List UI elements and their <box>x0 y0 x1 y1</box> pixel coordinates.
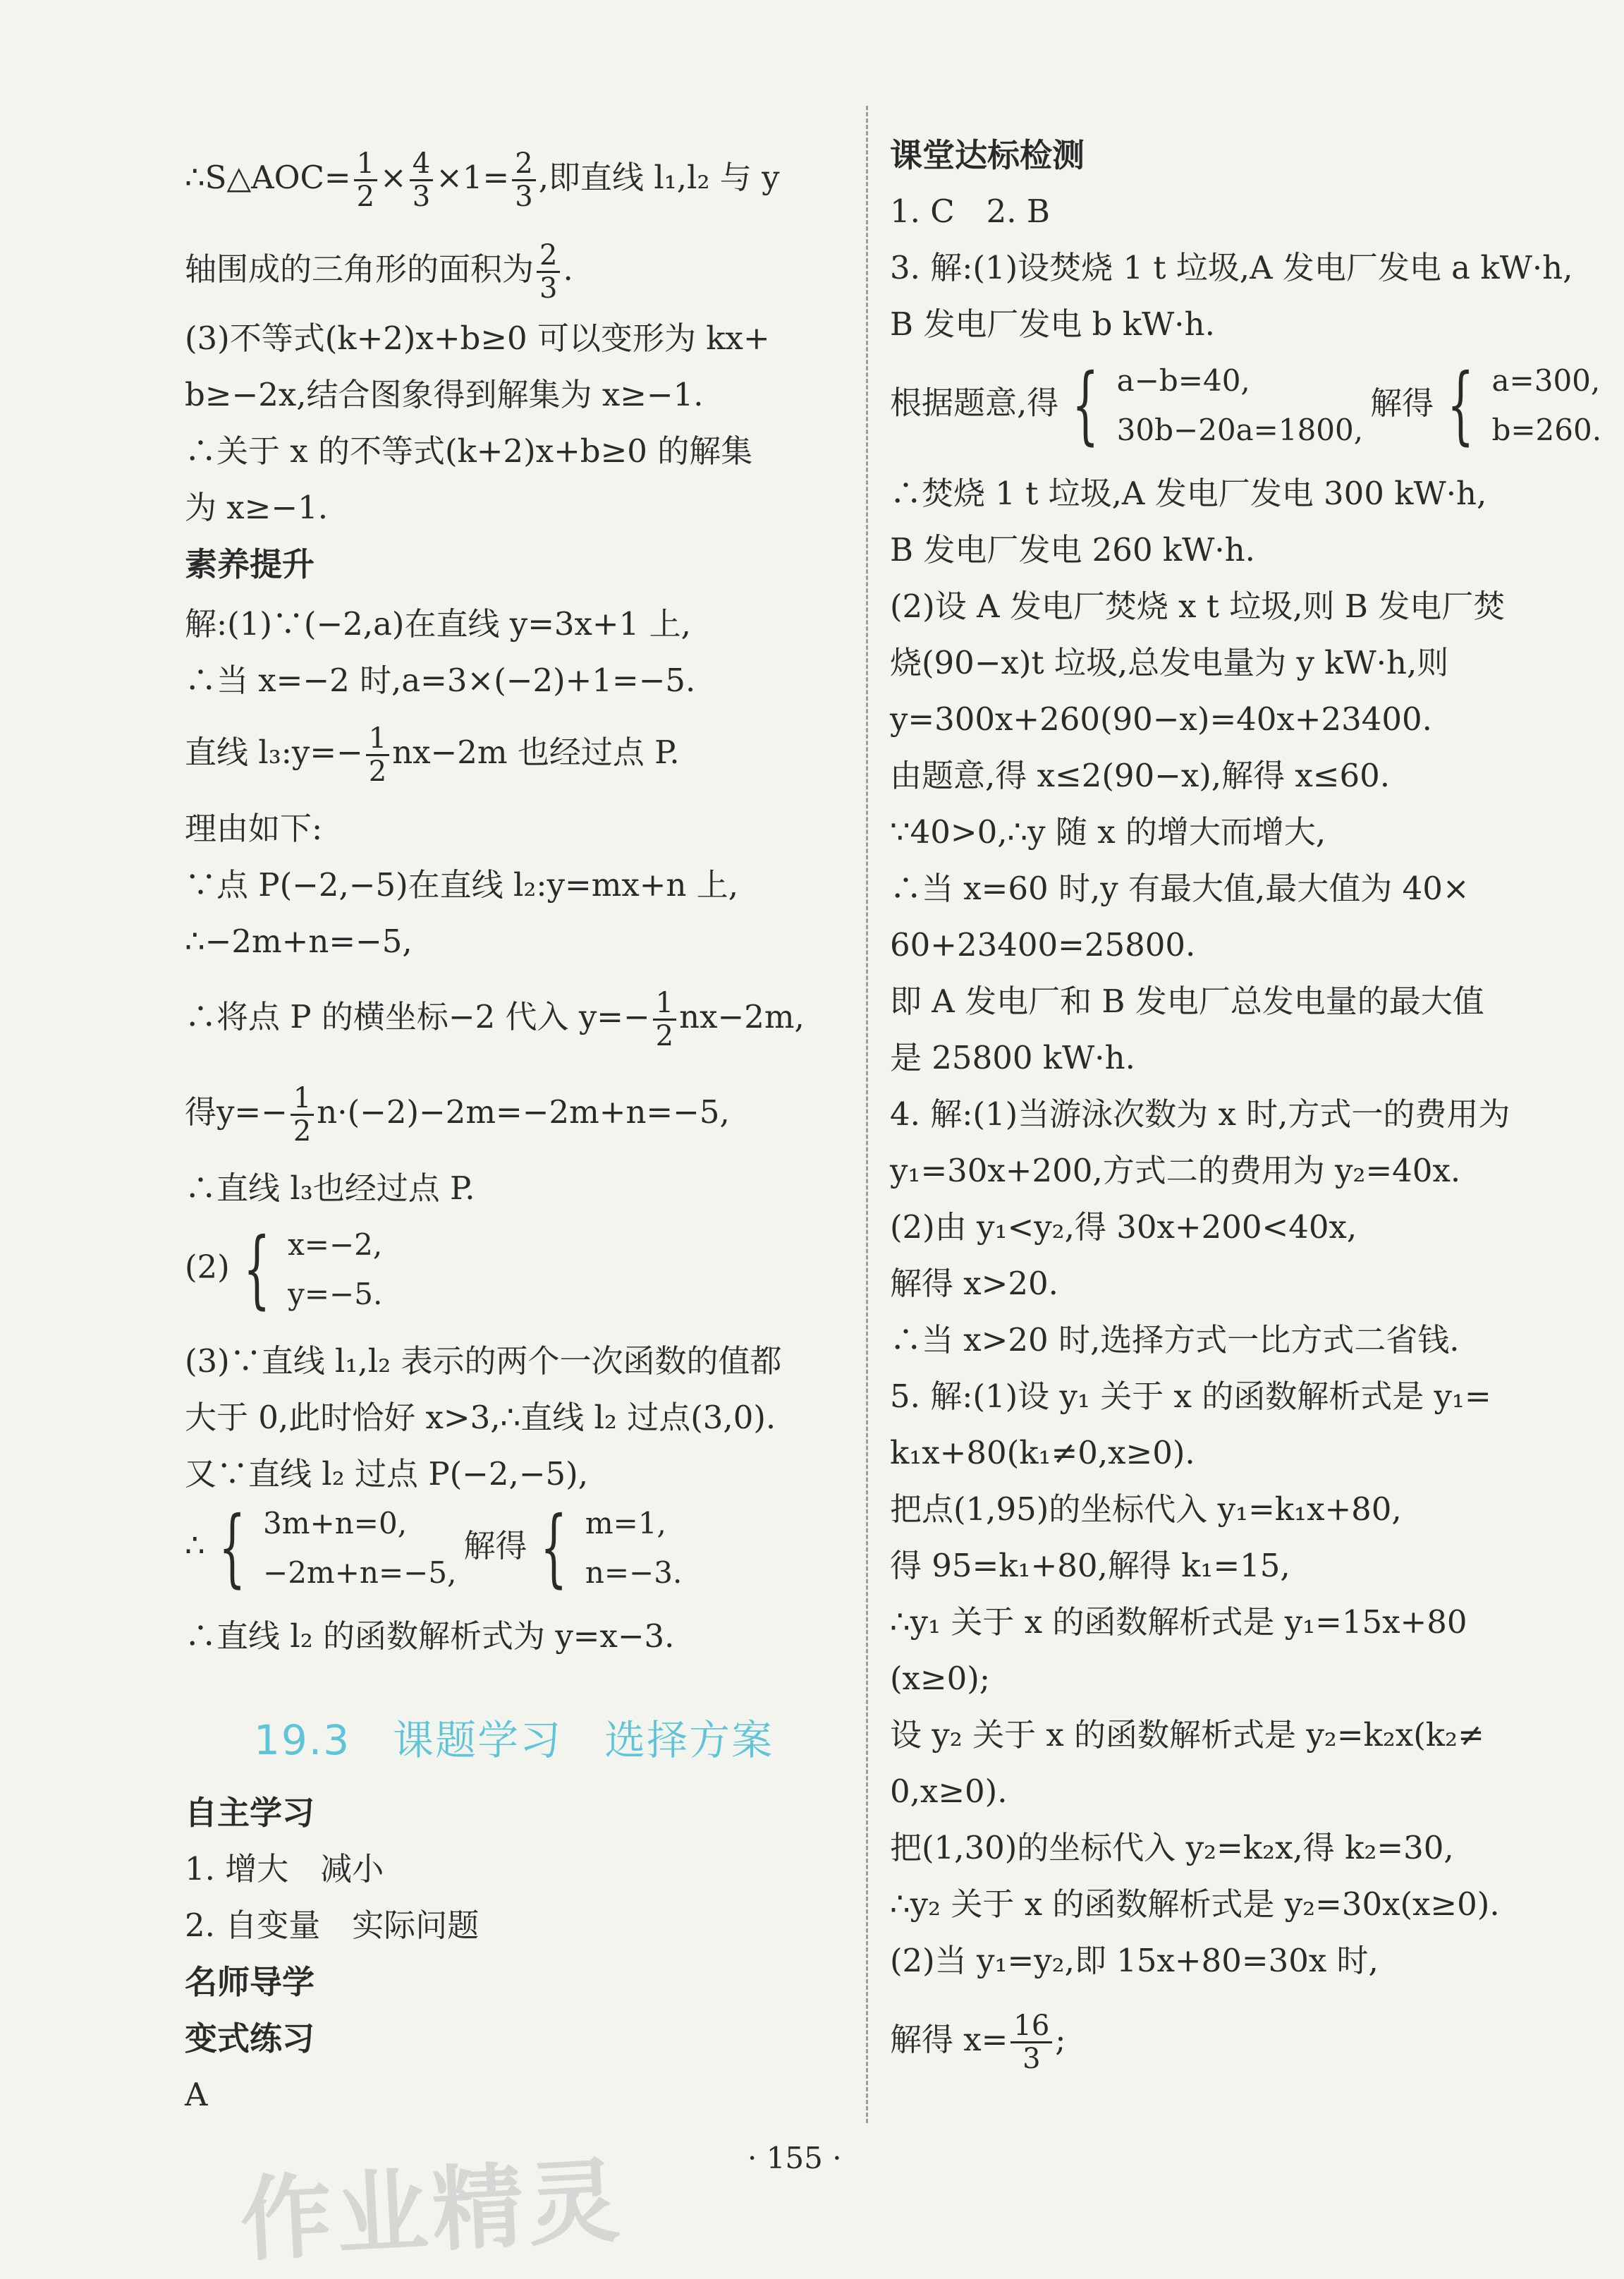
fraction <box>653 987 676 1052</box>
text-line: ∵40>0,∴y 随 x 的增大而增大, <box>890 813 1326 851</box>
text: (2) <box>185 1248 230 1286</box>
fraction <box>410 148 433 212</box>
text-line: 把(1,30)的坐标代入 y₂=k₂x,得 k₂=30, <box>890 1829 1454 1866</box>
text-line: 1. 增大 减小 <box>185 1850 384 1888</box>
text-line <box>185 723 680 787</box>
numerator: 2 <box>537 240 560 273</box>
text-line <box>890 2010 1066 2074</box>
text-line: y=300x+260(90−x)=40x+23400. <box>890 700 1432 738</box>
text-line: ∴直线 l₃也经过点 P. <box>185 1169 475 1207</box>
text-line: B 发电厂发电 b kW·h. <box>890 305 1215 343</box>
text-line <box>185 1499 682 1598</box>
equation: 30b−20a=1800, <box>1116 413 1364 447</box>
denominator: 2 <box>655 1020 674 1052</box>
text-line: 3. 解:(1)设焚烧 1 t 垃圾,A 发电厂发电 a kW·h, <box>890 249 1573 286</box>
text: 直线 l₃:y=− <box>185 734 363 771</box>
page-number: · 155 · <box>747 2141 842 2175</box>
text-line: (2)当 y₁=y₂,即 15x+80=30x 时, <box>890 1942 1379 1979</box>
numerator: 1 <box>366 723 389 756</box>
fraction <box>1011 2010 1052 2074</box>
text: 解得 x= <box>890 2021 1008 2058</box>
text-line: (x≥0); <box>890 1660 990 1697</box>
text-line: k₁x+80(k₁≠0,x≥0). <box>890 1434 1195 1471</box>
text: 轴围成的三角形的面积为 <box>185 250 535 288</box>
equation: a−b=40, <box>1116 363 1250 398</box>
equation: b=260. <box>1491 413 1602 447</box>
text-line: 把点(1,95)的坐标代入 y₁=k₁x+80, <box>890 1490 1402 1528</box>
text-line <box>890 356 1601 455</box>
equation-system <box>230 1220 383 1319</box>
text-line: 又∵直线 l₂ 过点 P(−2,−5), <box>185 1455 589 1493</box>
text-line: B 发电厂发电 260 kW·h. <box>890 531 1255 569</box>
brace: { <box>1072 356 1099 454</box>
equation: y=−5. <box>288 1277 383 1311</box>
numerator: 2 <box>512 148 535 181</box>
denominator: 2 <box>356 181 375 213</box>
equation: m=1, <box>585 1506 666 1540</box>
text-line: 2. 自变量 实际问题 <box>185 1907 480 1944</box>
fraction <box>366 723 389 787</box>
text: 得y=− <box>185 1093 288 1131</box>
text-line: ∴当 x>20 时,选择方式一比方式二省钱. <box>890 1321 1460 1359</box>
numerator: 1 <box>354 148 377 181</box>
text-line: ∵点 P(−2,−5)在直线 l₂:y=mx+n 上, <box>185 866 739 904</box>
text-line <box>185 1083 730 1147</box>
text-line: 设 y₂ 关于 x 的函数解析式是 y₂=k₂x(k₂≠ <box>890 1716 1484 1754</box>
text: ∴ <box>185 1526 205 1564</box>
text-line <box>185 987 805 1052</box>
denominator: 3 <box>515 181 533 213</box>
equation-system <box>1434 356 1601 455</box>
text-line <box>185 240 573 304</box>
brace: { <box>243 1220 271 1318</box>
section-heading: 课堂达标检测 <box>890 136 1085 174</box>
system-lines <box>1117 356 1363 455</box>
equation: n=−3. <box>585 1555 683 1590</box>
brace: { <box>1447 356 1475 454</box>
numerator: 4 <box>410 148 433 181</box>
denominator: 2 <box>293 1115 312 1148</box>
denominator: 2 <box>368 755 387 788</box>
system-lines <box>288 1220 382 1319</box>
text-line: 得 95=k₁+80,解得 k₁=15, <box>890 1547 1290 1584</box>
text-line: 即 A 发电厂和 B 发电厂总发电量的最大值 <box>890 983 1484 1020</box>
text: 解得 <box>463 1526 527 1564</box>
brace: { <box>540 1499 568 1597</box>
text-line: 解得 x>20. <box>890 1265 1058 1302</box>
text-line: 5. 解:(1)设 y₁ 关于 x 的函数解析式是 y₁= <box>890 1378 1491 1415</box>
text: × <box>380 159 407 196</box>
watermark-logo: 作业精灵 <box>237 2146 627 2275</box>
text-line <box>185 1220 382 1319</box>
text-line: ∴−2m+n=−5, <box>185 923 413 960</box>
numerator: 1 <box>653 987 676 1021</box>
brace: { <box>218 1499 245 1597</box>
text: ∴S△AOC= <box>185 159 351 196</box>
numerator: 1 <box>291 1083 314 1116</box>
text-line: 理由如下: <box>185 810 323 847</box>
text-line: y₁=30x+200,方式二的费用为 y₂=40x. <box>890 1152 1461 1189</box>
equation: 3m+n=0, <box>263 1506 408 1540</box>
equation-system <box>1058 356 1363 455</box>
text-line: ∴当 x=60 时,y 有最大值,最大值为 40× <box>890 870 1470 907</box>
denominator: 3 <box>412 181 431 213</box>
fraction <box>354 148 377 212</box>
section-heading: 自主学习 <box>185 1794 315 1832</box>
text-line: ∴当 x=−2 时,a=3×(−2)+1=−5. <box>185 662 696 699</box>
equation: x=−2, <box>288 1227 383 1262</box>
fraction <box>512 148 535 212</box>
text-line: (2)设 A 发电厂焚烧 x t 垃圾,则 B 发电厂焚 <box>890 588 1506 625</box>
section-heading: 素养提升 <box>185 545 315 583</box>
text: n·(−2)−2m=−2m+n=−5, <box>317 1093 730 1131</box>
text-line <box>185 148 780 212</box>
section-heading: 变式练习 <box>185 2019 315 2058</box>
text-line: ∴关于 x 的不等式(k+2)x+b≥0 的解集 <box>185 432 753 470</box>
system-lines <box>1491 356 1601 455</box>
system-lines <box>585 1499 683 1598</box>
text-line: 烧(90−x)t 垃圾,总发电量为 y kW·h,则 <box>890 644 1449 681</box>
text-line: (3)∵直线 l₁,l₂ 表示的两个一次函数的值都 <box>185 1342 782 1380</box>
text-line: (3)不等式(k+2)x+b≥0 可以变形为 kx+ <box>185 320 770 357</box>
denominator: 3 <box>539 272 558 305</box>
system-lines <box>263 1499 456 1598</box>
text-line: 是 25800 kW·h. <box>890 1039 1135 1076</box>
text-line: 由题意,得 x≤2(90−x),解得 x≤60. <box>890 757 1391 794</box>
denominator: 3 <box>1022 2043 1041 2075</box>
text-line: ∴y₂ 关于 x 的函数解析式是 y₂=30x(x≥0). <box>890 1885 1500 1923</box>
text: ×1= <box>436 159 510 196</box>
text-line: ∴直线 l₂ 的函数解析式为 y=x−3. <box>185 1617 675 1655</box>
chapter-section-title: 19.3 课题学习 选择方案 <box>254 1716 774 1764</box>
text-line: ∴焚烧 1 t 垃圾,A 发电厂发电 300 kW·h, <box>890 475 1487 512</box>
fraction <box>291 1083 314 1147</box>
equation: a=300, <box>1491 363 1601 398</box>
text-line: 1. C 2. B <box>890 193 1050 230</box>
text-line: (2)由 y₁<y₂,得 30x+200<40x, <box>890 1208 1357 1246</box>
fraction <box>537 240 560 304</box>
text-line: 大于 0,此时恰好 x>3,∴直线 l₂ 过点(3,0). <box>185 1399 776 1436</box>
text: nx−2m, <box>679 998 805 1035</box>
text-line: 为 x≥−1. <box>185 489 329 526</box>
column-divider <box>866 106 868 2123</box>
text-line: 4. 解:(1)当游泳次数为 x 时,方式一的费用为 <box>890 1095 1510 1133</box>
text-line: 解:(1)∵(−2,a)在直线 y=3x+1 上, <box>185 605 691 643</box>
equation: −2m+n=−5, <box>263 1555 457 1590</box>
text: ∴将点 P 的横坐标−2 代入 y=− <box>185 998 650 1035</box>
text-line: ∴y₁ 关于 x 的函数解析式是 y₁=15x+80 <box>890 1603 1467 1641</box>
text: . <box>563 250 573 288</box>
text-line: b≥−2x,结合图象得到解集为 x≥−1. <box>185 376 704 413</box>
text-line: 60+23400=25800. <box>890 926 1196 964</box>
text: ,即直线 l₁,l₂ 与 y <box>538 159 780 196</box>
text: nx−2m 也经过点 P. <box>392 734 680 771</box>
text: ; <box>1055 2021 1066 2058</box>
equation-system <box>205 1499 457 1598</box>
text-line: 0,x≥0). <box>890 1773 1008 1810</box>
numerator: 16 <box>1011 2010 1052 2043</box>
text-line: A <box>185 2076 208 2113</box>
equation-system <box>527 1499 682 1598</box>
text: 解得 <box>1370 384 1434 422</box>
section-heading: 名师导学 <box>185 1963 315 2001</box>
text: 根据题意,得 <box>890 384 1059 422</box>
